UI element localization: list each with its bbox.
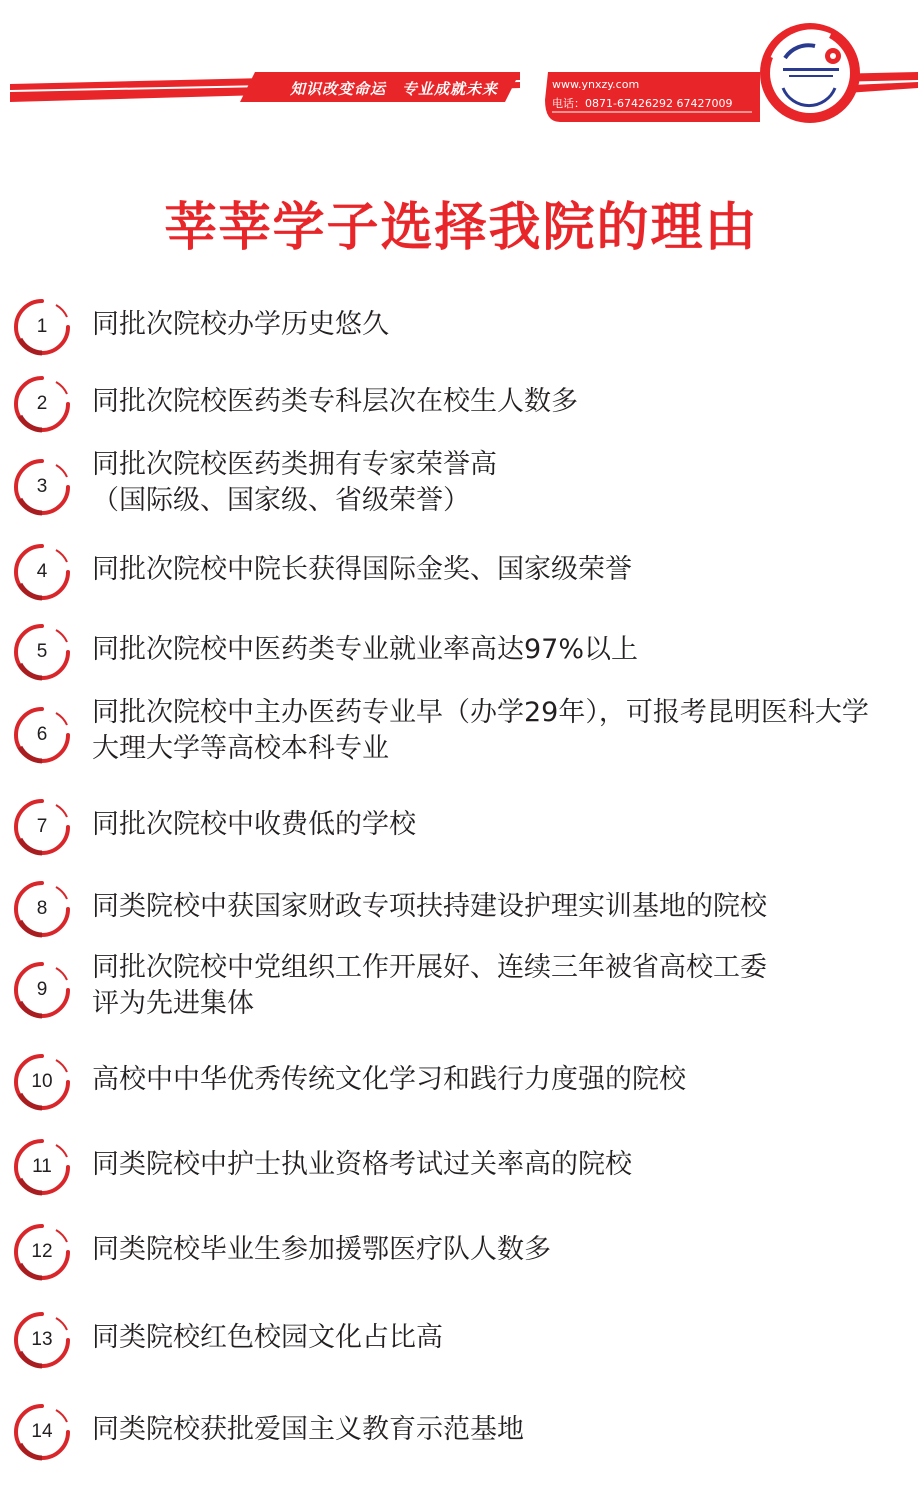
number-badge-icon [12, 297, 72, 357]
item-number: 12 [31, 1241, 53, 1262]
number-badge-icon [12, 542, 72, 602]
item-number: 7 [36, 816, 48, 837]
item-text-line1: 同批次院校中主办医药专业早（办学29年），可报考昆明医科大学 [92, 697, 869, 728]
item-text-line1: 同类院校中护士执业资格考试过关率高的院校 [92, 1149, 632, 1180]
item-number: 14 [31, 1421, 53, 1442]
number-badge-icon [12, 705, 72, 765]
item-number: 13 [31, 1329, 53, 1350]
item-text-line1: 高校中中华优秀传统文化学习和践行力度强的院校 [92, 1064, 686, 1095]
number-badge-icon [12, 622, 72, 682]
phone-number: 电话：0871-67426292 67427009 [552, 97, 733, 110]
item-text-line2: （国际级、国家级、省级荣誉） [92, 485, 470, 516]
item-number: 3 [36, 476, 48, 497]
school-logo-icon [755, 18, 865, 128]
item-number: 5 [36, 641, 48, 662]
number-badge-icon [12, 1052, 72, 1112]
item-text-line1: 同批次院校医药类拥有专家荣誉高 [92, 449, 497, 480]
item-text-line2: 大理大学等高校本科专业 [92, 733, 389, 764]
item-text-line1: 同类院校红色校园文化占比高 [92, 1322, 443, 1353]
item-text-line1: 同批次院校中医药类专业就业率高达97%以上 [92, 634, 639, 665]
item-number: 10 [31, 1071, 53, 1092]
header-banner [0, 0, 923, 140]
item-text-line1: 同批次院校办学历史悠久 [92, 309, 389, 340]
item-text-line2: 评为先进集体 [92, 988, 254, 1019]
item-number: 9 [36, 979, 48, 1000]
slogan-text: 知识改变命运 专业成就未来 [290, 80, 499, 98]
item-text-line1: 同批次院校中院长获得国际金奖、国家级荣誉 [92, 554, 632, 585]
item-number: 6 [36, 724, 48, 745]
page-title: 莘莘学子选择我院的理由 [164, 198, 759, 258]
website-link[interactable]: www.ynxzy.com [552, 78, 640, 91]
item-number: 11 [32, 1156, 52, 1177]
item-text-line1: 同批次院校中收费低的学校 [92, 809, 416, 840]
number-badge-icon [12, 879, 72, 939]
number-badge-icon [12, 797, 72, 857]
number-badge-icon [12, 374, 72, 434]
item-number: 4 [36, 561, 48, 582]
item-text-line1: 同批次院校中党组织工作开展好、连续三年被省高校工委 [92, 952, 767, 983]
item-text-line1: 同批次院校医药类专科层次在校生人数多 [92, 386, 578, 417]
item-text-line1: 同类院校获批爱国主义教育示范基地 [92, 1414, 524, 1445]
item-number: 1 [36, 316, 48, 337]
number-badge-icon [12, 457, 72, 517]
number-badge-icon [12, 1402, 72, 1462]
item-number: 8 [36, 898, 48, 919]
item-number: 2 [36, 393, 48, 414]
number-badge-icon [12, 1222, 72, 1282]
number-badge-icon [12, 1137, 72, 1197]
item-text-line1: 同类院校中获国家财政专项扶持建设护理实训基地的院校 [92, 891, 767, 922]
item-text-line1: 同类院校毕业生参加援鄂医疗队人数多 [92, 1234, 551, 1265]
number-badge-icon [12, 960, 72, 1020]
number-badge-icon [12, 1310, 72, 1370]
